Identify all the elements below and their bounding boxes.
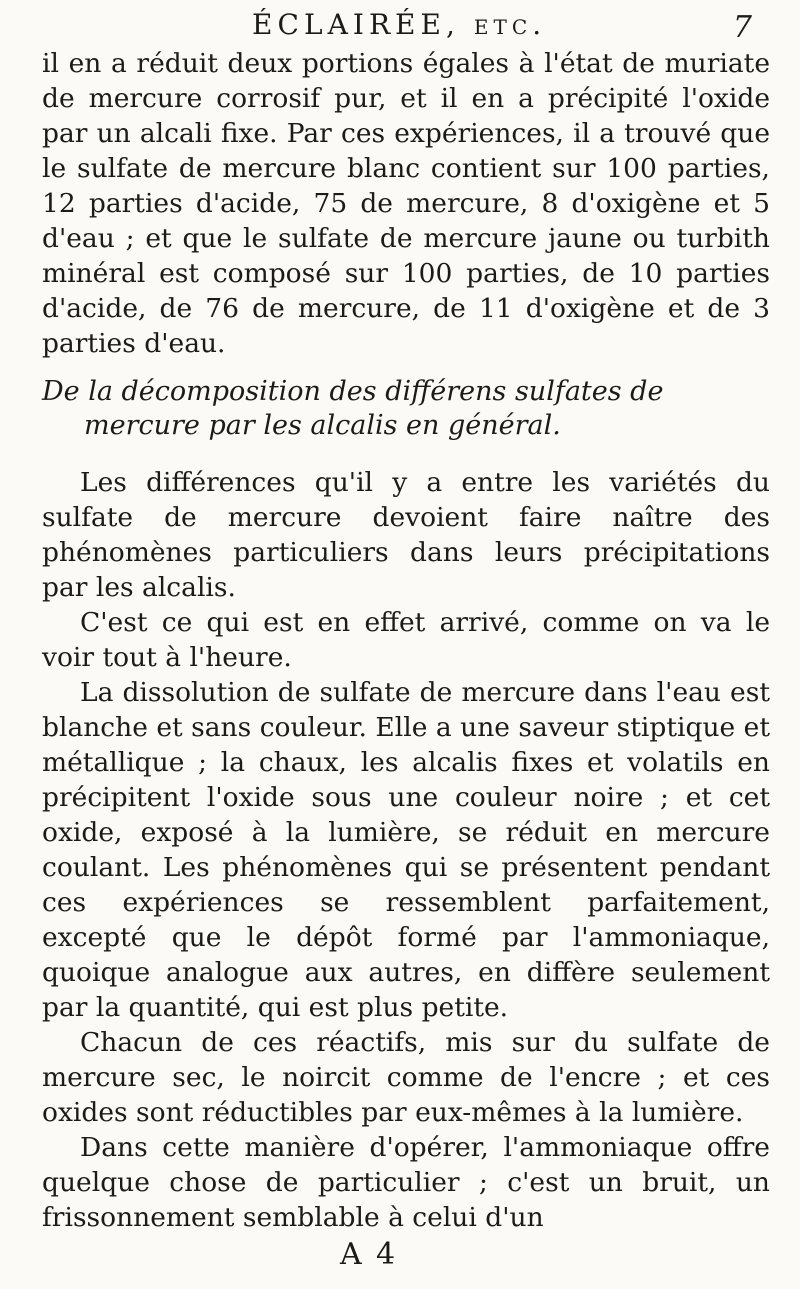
paragraph: La dissolution de sulfate de mercure dans l'eau est blanche et sans couleur. Elle a une saveur stiptique et métallique ; la chaux, les alcalis fixes et volatils en précipitent l'oxide sous une couleur noire ; et cet oxide, exposé à la lumière, se réduit en mercure coulant. Les phénomènes qui se présentent pendant ces expériences se ressemblent parfaitement, excepté que le dépôt formé par l'ammoniaque, quoique analogue aux autres, en diffère seulement par la quantité, qui est plus petite. xyxy=(42,677,770,1023)
paragraph-continued: il en a réduit deux portions égales à l'état de muriate de mercure corrosif pur, et il en a précipité l'oxide par un alcali fixe. Par ces expériences, il a trouvé que le sulfate de mercure blanc contient sur 100 parties, 12 parties d'acide, 75 de mercure, 8 d'oxigène et 5 d'eau ; et que le sulfate de mercure jaune ou turbith minéral est composé sur 100 parties, de 10 parties d'acide, de 76 de mercure, de 11 d'oxigène et de 3 parties d'eau. xyxy=(42,48,770,359)
page-body xyxy=(42,46,770,1235)
paragraph: Les différences qu'il y a entre les variétés du sulfate de mercure devoient faire naître des phénomènes particuliers dans leurs précipitations par les alcalis. xyxy=(42,467,770,603)
section-title-line2: mercure par les alcalis en général. xyxy=(84,410,561,441)
signature-mark: A 4 xyxy=(340,1237,398,1272)
section-title xyxy=(42,375,770,443)
paragraph: Dans cette manière d'opérer, l'ammoniaque offre quelque chose de particulier ; c'est un bruit, un frissonnement semblable à celui d'un xyxy=(42,1132,770,1233)
paragraph: C'est ce qui est en effet arrivé, comme on va le voir tout à l'heure. xyxy=(42,607,770,673)
page-number: 7 xyxy=(732,10,752,45)
section-title-line1: De la décomposition des différens sulfates de xyxy=(42,376,664,407)
running-head: ÉCLAIRÉE, etc. xyxy=(252,8,547,41)
page-header xyxy=(42,8,760,50)
paragraph: Chacun de ces réactifs, mis sur du sulfate de mercure sec, le noircit comme de l'encre ; et ces oxides sont réductibles par eux-mêmes à la lumière. xyxy=(42,1027,770,1128)
